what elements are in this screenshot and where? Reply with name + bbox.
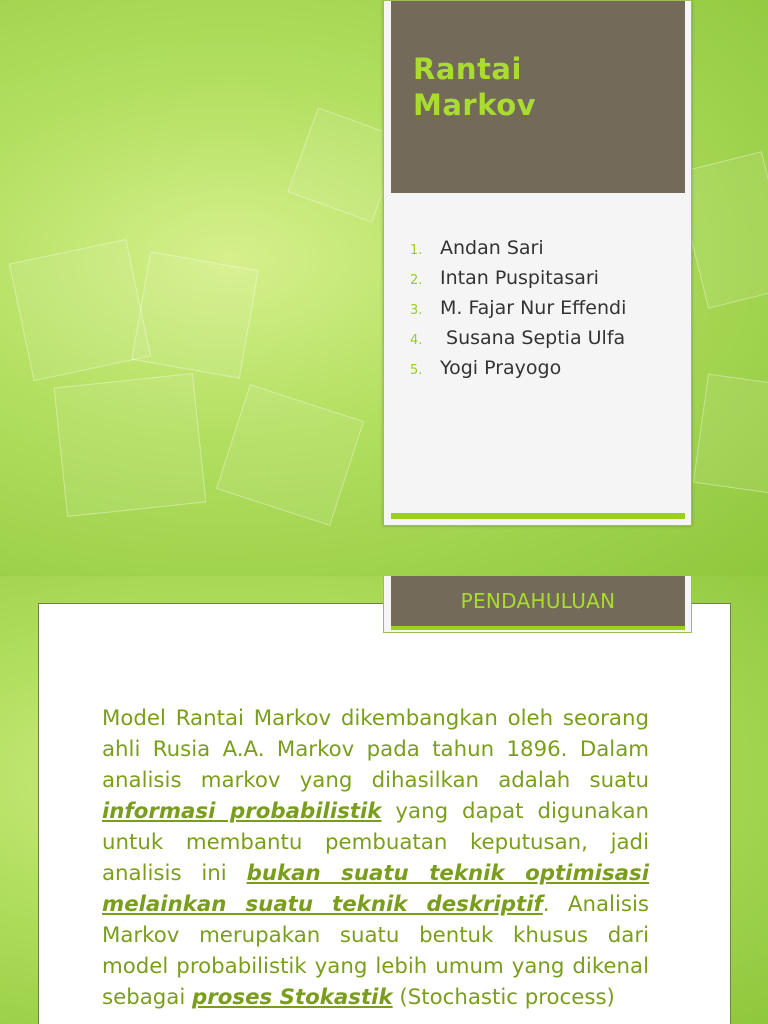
list-item [410,327,690,357]
paragraph-text: yang dapat digunakan untuk membantu pembuatan keputusan, jadi analisis ini [102,799,649,886]
paragraph-text: . Analisis Markov merupakan suatu bentuk khusus dari model probabilistik yang lebih umum yang dikenal sebagai [102,892,649,1010]
decorative-square [9,239,151,381]
member-name: Yogi Prayogo [440,357,562,379]
paragraph-text: (Stochastic process) [392,985,615,1010]
decorative-square [693,374,768,497]
intro-paragraph [102,703,649,1013]
list-item [410,357,690,387]
emphasis-text: proses Stokastik [192,985,393,1010]
emphasis-text: informasi probabilistik [102,799,382,824]
member-list [410,237,690,387]
decorative-square [131,251,258,378]
title-header [391,1,685,193]
list-item [410,237,690,267]
list-item [410,297,690,327]
list-number: 4. [410,333,423,348]
slide-title-text [413,51,683,123]
list-number: 5. [410,363,423,378]
title-line-2: Markov [413,88,537,122]
decorative-square [216,384,364,526]
accent-bar [391,513,685,519]
paragraph-text: Model Rantai Markov dikembangkan oleh seorang ahli Rusia A.A. Markov pada tahun 1896. Dalam analisis markov yang dihasilkan adalah suatu [102,706,649,793]
slide-introduction [0,576,768,1024]
title-card [383,0,692,526]
heading-header [391,576,685,626]
member-name: M. Fajar Nur Effendi [440,297,627,319]
emphasis-text: bukan suatu teknik optimisasi melainkan suatu teknik deskriptif [102,861,649,917]
heading-tab [383,576,692,633]
list-number: 3. [410,303,423,318]
list-number: 1. [410,243,423,258]
decorative-square [54,373,207,517]
member-name: Andan Sari [440,237,544,259]
accent-bar [391,626,685,630]
list-item [410,267,690,297]
title-line-1: Rantai [413,52,522,86]
list-number: 2. [410,273,423,288]
member-name: Intan Puspitasari [440,267,599,289]
member-name: Susana Septia Ulfa [440,327,626,349]
section-heading: PENDAHULUAN [460,589,616,613]
